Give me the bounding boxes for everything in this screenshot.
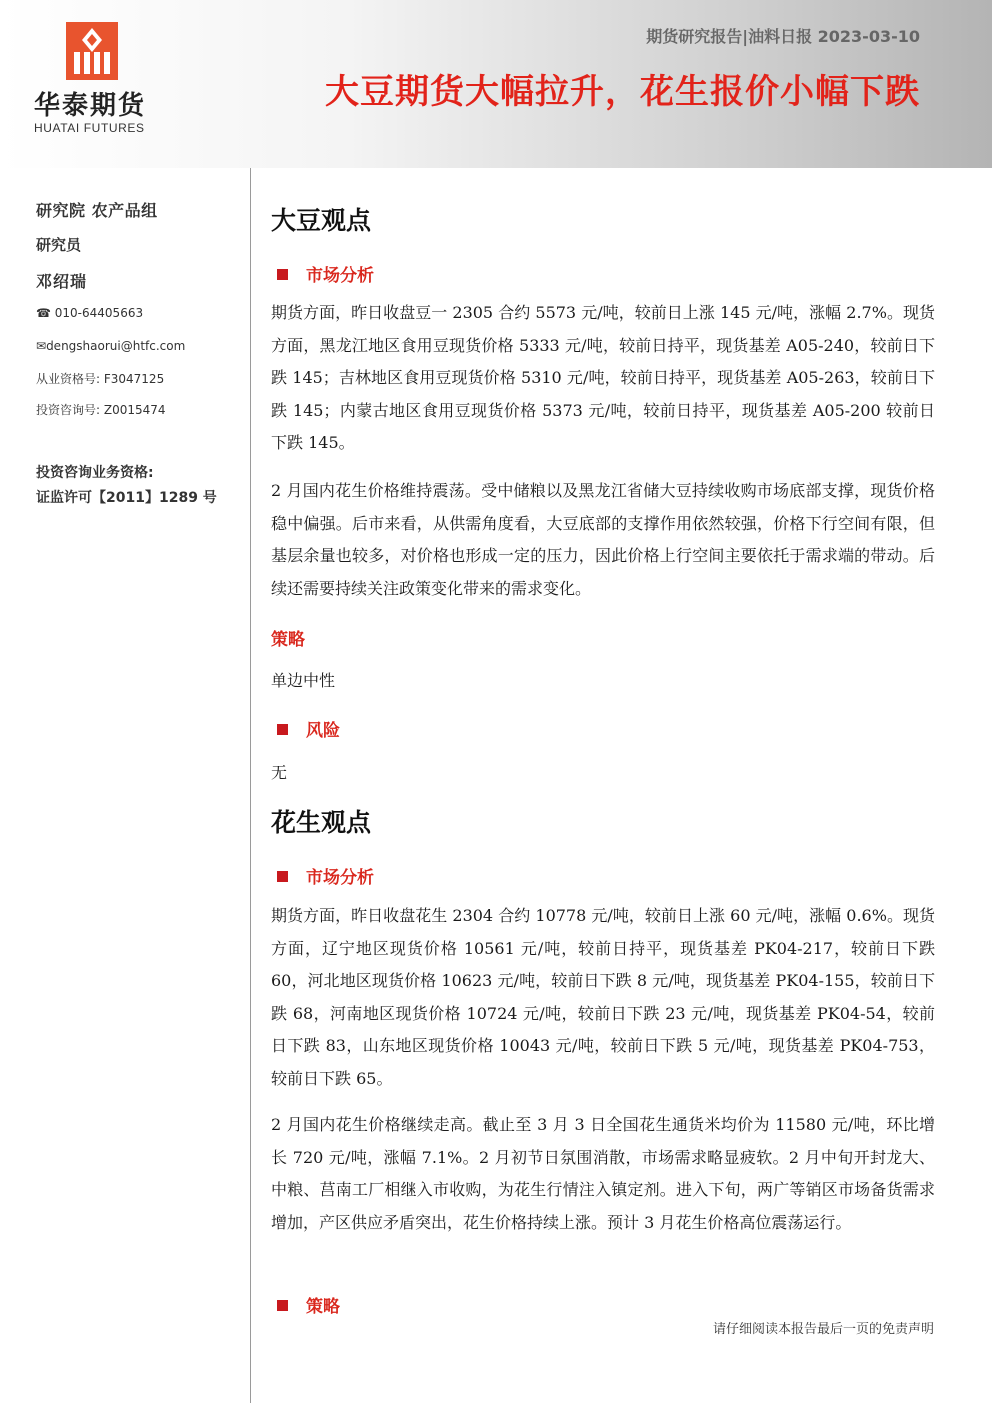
author-email[interactable] (36, 339, 185, 353)
subheading-label: 市场分析 (306, 266, 374, 286)
soy-risk-text: 无 (271, 763, 288, 782)
consulting-number: 投资咨询号: Z0015474 (36, 403, 166, 417)
subheading-soy-strategy: 策略 (271, 630, 305, 650)
section-heading-soybean: 大豆观点 (271, 206, 372, 235)
subheading-soy-risk (271, 716, 340, 741)
report-meta: 期货研究报告|油料日报 2023-03-10 (646, 27, 920, 46)
qualification-label: 投资咨询业务资格: (36, 465, 154, 481)
logo-text-cn: 华泰期货 (34, 91, 147, 121)
soy-strategy-text: 单边中性 (271, 671, 336, 690)
section-heading-peanut: 花生观点 (271, 808, 372, 837)
soy-outlook-paragraph: 2 月国内花生价格维持震荡。受中储粮以及黑龙江省储大豆持续收购市场底部支撑，现货价格稳中偏强。后市来看，从供需角度看，大豆底部的支撑作用依然较强，价格下行空间有限，但基层余量也较多，对价格也形成一定的压力，因此价格上行空间主要依托于需求端的带动。后续还需要持续关注政策变化带来的需求变化。 (271, 481, 935, 598)
author-role: 研究员 (36, 236, 82, 254)
department: 研究院 农产品组 (36, 201, 158, 220)
disclaimer-note: 请仔细阅读本报告最后一页的免责声明 (712, 1322, 934, 1337)
author-sidebar (0, 168, 251, 1403)
peanut-market-paragraph: 期货方面，昨日收盘花生 2304 合约 10778 元/吨，较前日上涨 60 元/吨，涨幅 0.6%。现货方面，辽宁地区现货价格 10561 元/吨，较前日持平，现货基差 PK04-217，较前日下跌 60，河北地区现货价格 10623 元/吨，较前日下跌 8 元/吨，现货基差 PK04-155，较前日下跌 68，河南地区现货价格 10724 元/吨，较前日下跌 23 元/吨，现货基差 PK04-54，较前日下跌 83，山东地区现货价格 10043 元/吨，较前日下跌 5 元/吨，现货基差 PK04-753，较前日下跌 65。 (271, 906, 935, 1088)
peanut-outlook-paragraph: 2 月国内花生价格继续走高。截止至 3 月 3 日全国花生通货米均价为 11580 元/吨，环比增长 720 元/吨，涨幅 7.1%。2 月初节日氛围消散，市场需求略显疲软。2 月中旬开封龙大、中粮、莒南工厂相继入市收购，为花生行情注入镇定剂。进入下旬，两广等销区市场备货需求增加，产区供应矛盾突出，花生价格持续上涨。预计 3 月花生价格高位震荡运行。 (271, 1115, 935, 1232)
huatai-logo-icon (66, 22, 118, 80)
report-header (0, 0, 992, 168)
bullet-square-icon (277, 1300, 288, 1311)
license-number: 从业资格号: F3047125 (36, 372, 165, 386)
logo-text-en: HUATAI FUTURES (34, 121, 145, 135)
report-title: 大豆期货大幅拉升，花生报价小幅下跌 (325, 72, 920, 112)
qualification-value: 证监许可【2011】1289 号 (36, 490, 217, 506)
subheading-peanut-strategy (271, 1292, 340, 1317)
envelope-icon: ✉ (36, 339, 47, 353)
author-phone (36, 306, 143, 320)
bullet-square-icon (277, 269, 288, 280)
bullet-square-icon (277, 724, 288, 735)
phone-icon: ☎ (36, 306, 51, 320)
subheading-label: 策略 (306, 1297, 340, 1317)
subheading-label: 市场分析 (306, 868, 374, 888)
subheading-peanut-market (271, 863, 374, 888)
subheading-soy-market (271, 261, 374, 286)
soy-market-paragraph: 期货方面，昨日收盘豆一 2305 合约 5573 元/吨，较前日上涨 145 元/吨，涨幅 2.7%。现货方面，黑龙江地区食用豆现货价格 5333 元/吨，较前日持平，现货基差 A05-240，较前日下跌 145；吉林地区食用豆现货价格 5310 元/吨，较前日持平，现货基差 A05-263，较前日下跌 145；内蒙古地区食用豆现货价格 5373 元/吨，较前日持平，现货基差 A05-200 较前日下跌 145。 (271, 303, 935, 453)
email-address[interactable]: dengshaorui@htfc.com (46, 339, 186, 353)
phone-number: 010-64405663 (54, 306, 144, 320)
author-name: 邓绍瑞 (36, 272, 88, 291)
subheading-label: 风险 (306, 721, 340, 741)
bullet-square-icon (277, 871, 288, 882)
